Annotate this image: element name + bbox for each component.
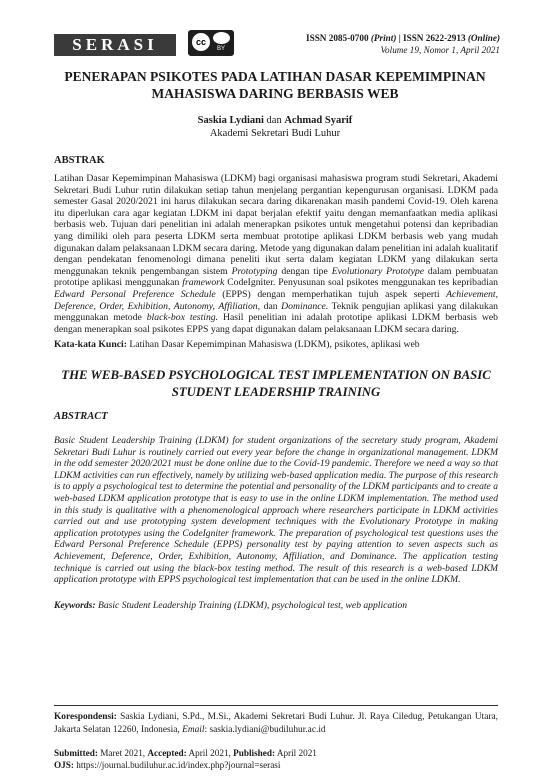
correspondence-label: Korespondensi: bbox=[54, 712, 117, 722]
author-2: Achmad Syarif bbox=[284, 115, 353, 126]
author-names bbox=[60, 114, 490, 127]
issn-online: | ISSN 2622-2913 bbox=[398, 33, 466, 43]
abstrak-paragraph: Latihan Dasar Kepemimpinan Mahasiswa (LDKM) bagi organisasi mahasiswa program studi Sekretari, Akademi Sekretari Budi Luhur rutin dilakukan setiap tahun menjelang pergantian kepengurusan organisasi. LDKM pada semester Gasal 2020/2021 ini harus dilakukan secara daring dikarenakan masih pandemi Covid-19. Oleh karena itu diperlukan cara agar kegiatan LDKM ini dapat berjalan efektif yaitu dengan memanfaatkan media aplikasi berbasis web. Tujuan dari penelitian ini adalah menerapkan psikotes untuk mengetahui potensi dan kepribadian yang dimiliki oleh para peserta LDKM serta membuat prototipe aplikasi LDKM berbasis web yang mudah digunakan dalam pelaksanaan LDKM secara daring. Metode yang digunakan dalam penelitian ini adalah kualitatif dengan pendekatan fenomenologi dimana peneliti ikut serta dalam kegiatan LDKM yang dilakukan serta menggunakan teknik pengembangan sistem Prototyping dengan tipe Evolutionary Prototype dalam pembuatan prototipe aplikasi menggunakan framework CodeIgniter. Penyusunan soal psikotes menggunakan tes kepribadian Edward Personal Preference Schedule (EPPS) dengan memperhatikan tujuh aspek seperti Achievement, Deference, Order, Exhibition, Autonomy, Affiliation, dan Dominance. Teknik pengujian aplikasi yang dilakukan menggunakan metode black-box testing. Hasil penelitian ini adalah prototipe aplikasi LDKM berbasis web dengan menerapkan soal psikotes EPPS yang dapat digunakan dalam pelaksanaan LDKM secara daring. bbox=[54, 173, 499, 335]
english-title-line-1: THE WEB-BASED PSYCHOLOGICAL TEST IMPLEMENTATION ON BASIC bbox=[61, 368, 491, 382]
abstract-paragraph: Basic Student Leadership Training (LDKM) for student organizations of the secretary study program, Akademi Sekretari Budi Luhur is routinely carried out every year before the change in organizational management. LDKM in the odd semester 2020/2021 must be done online due to the Covid-19 pandemic. Therefore we need a way so that LDKM activities can run effectively, namely by utilizing web-based application media. The purpose of this research is to apply a psychological test to determine the potential and personality of the LDKM participants and to create a web-based LDKM application prototype that is easy to use in the online LDKM implementation. The method used in this study is qualitative with a phenomenological approach where researchers participate in LDKM activities carried out and use prototyping system development techniques with the Evolutionary Prototype in making application prototypes using the CodeIgniter framework. The preparation of psychological test questions uses the Edward Personal Preference Schedule (EPPS) personality test by paying attention to seven aspects such as Achievement, Deference, Order, Exhibition, Autonomy, Affiliation, and Dominance. The application testing technique is carried out using the black-box testing method. The result of this research is a web-based LDKM application prototype with EPPS psychological test implementation that can be used in the online LDKM. bbox=[54, 435, 498, 586]
correspondence bbox=[54, 711, 498, 736]
kata-kunci-text: Latihan Dasar Kepemimpinan Mahasiswa (LDKM), psikotes, aplikasi web bbox=[126, 339, 420, 350]
submitted-date: Maret 2021, bbox=[97, 748, 148, 758]
cc-by-license-badge[interactable] bbox=[188, 30, 234, 56]
keywords-label: Keywords: bbox=[54, 600, 96, 611]
issn-print: ISSN 2085-0700 bbox=[306, 33, 369, 43]
author-conjunction: dan bbox=[263, 115, 285, 126]
footer-divider bbox=[54, 705, 498, 706]
creative-commons-icon: cc bbox=[191, 32, 211, 52]
ojs-link[interactable]: https://journal.budiluhur.ac.id/index.php?journal=serasi bbox=[73, 759, 281, 770]
ojs-label: OJS: bbox=[54, 759, 74, 770]
correspondence-text: Saskia Lydiani, S.Pd., M.Si., Akademi Sekretari Budi Luhur. Jl. Raya Ciledug, Petukangan Utara, Jakarta Selatan 12260, Indonesia, bbox=[54, 712, 498, 735]
title-line-2: MAHASISWA DARING BERBASIS WEB bbox=[151, 86, 399, 101]
accepted-date: April 2021, bbox=[186, 748, 234, 758]
english-title-line-2: STUDENT LEADERSHIP TRAINING bbox=[171, 385, 381, 399]
author-1: Saskia Lydiani bbox=[197, 115, 264, 126]
kata-kunci-label: Kata-kata Kunci: bbox=[54, 339, 127, 350]
email-address[interactable]: : saskia.lydiani@budiluhur.ac.id bbox=[204, 724, 326, 735]
journal-logo: SERASI bbox=[54, 34, 176, 56]
published-date: April 2021 bbox=[275, 748, 317, 758]
submission-info bbox=[54, 748, 317, 771]
issn-line bbox=[306, 32, 500, 44]
english-title bbox=[54, 367, 498, 401]
volume-info: Volume 19, Nomor 1, April 2021 bbox=[380, 45, 500, 55]
title-line-1: PENERAPAN PSIKOTES PADA LATIHAN DASAR KEPEMIMPINAN bbox=[64, 69, 486, 84]
print-label: (Print) bbox=[370, 33, 397, 43]
abstrak-heading: ABSTRAK bbox=[54, 155, 105, 166]
kata-kunci bbox=[54, 339, 498, 350]
ojs-line bbox=[54, 760, 317, 772]
keywords-text: Basic Student Leadership Training (LDKM), psychological test, web application bbox=[95, 600, 408, 611]
email-label: Email bbox=[182, 724, 205, 735]
issn-block bbox=[306, 32, 500, 56]
abstract-heading: ABSTRACT bbox=[54, 411, 108, 422]
affiliation: Akademi Sekretari Budi Luhur bbox=[209, 128, 341, 139]
keywords bbox=[54, 600, 498, 611]
article-title bbox=[60, 68, 490, 102]
online-label: (Online) bbox=[467, 33, 500, 43]
attribution-icon bbox=[213, 32, 230, 44]
dates-line: Submitted: Maret 2021, Accepted: April 2021, Published: April 2021 bbox=[54, 748, 317, 758]
license-by-label: BY bbox=[216, 46, 225, 52]
author-block bbox=[60, 114, 490, 140]
